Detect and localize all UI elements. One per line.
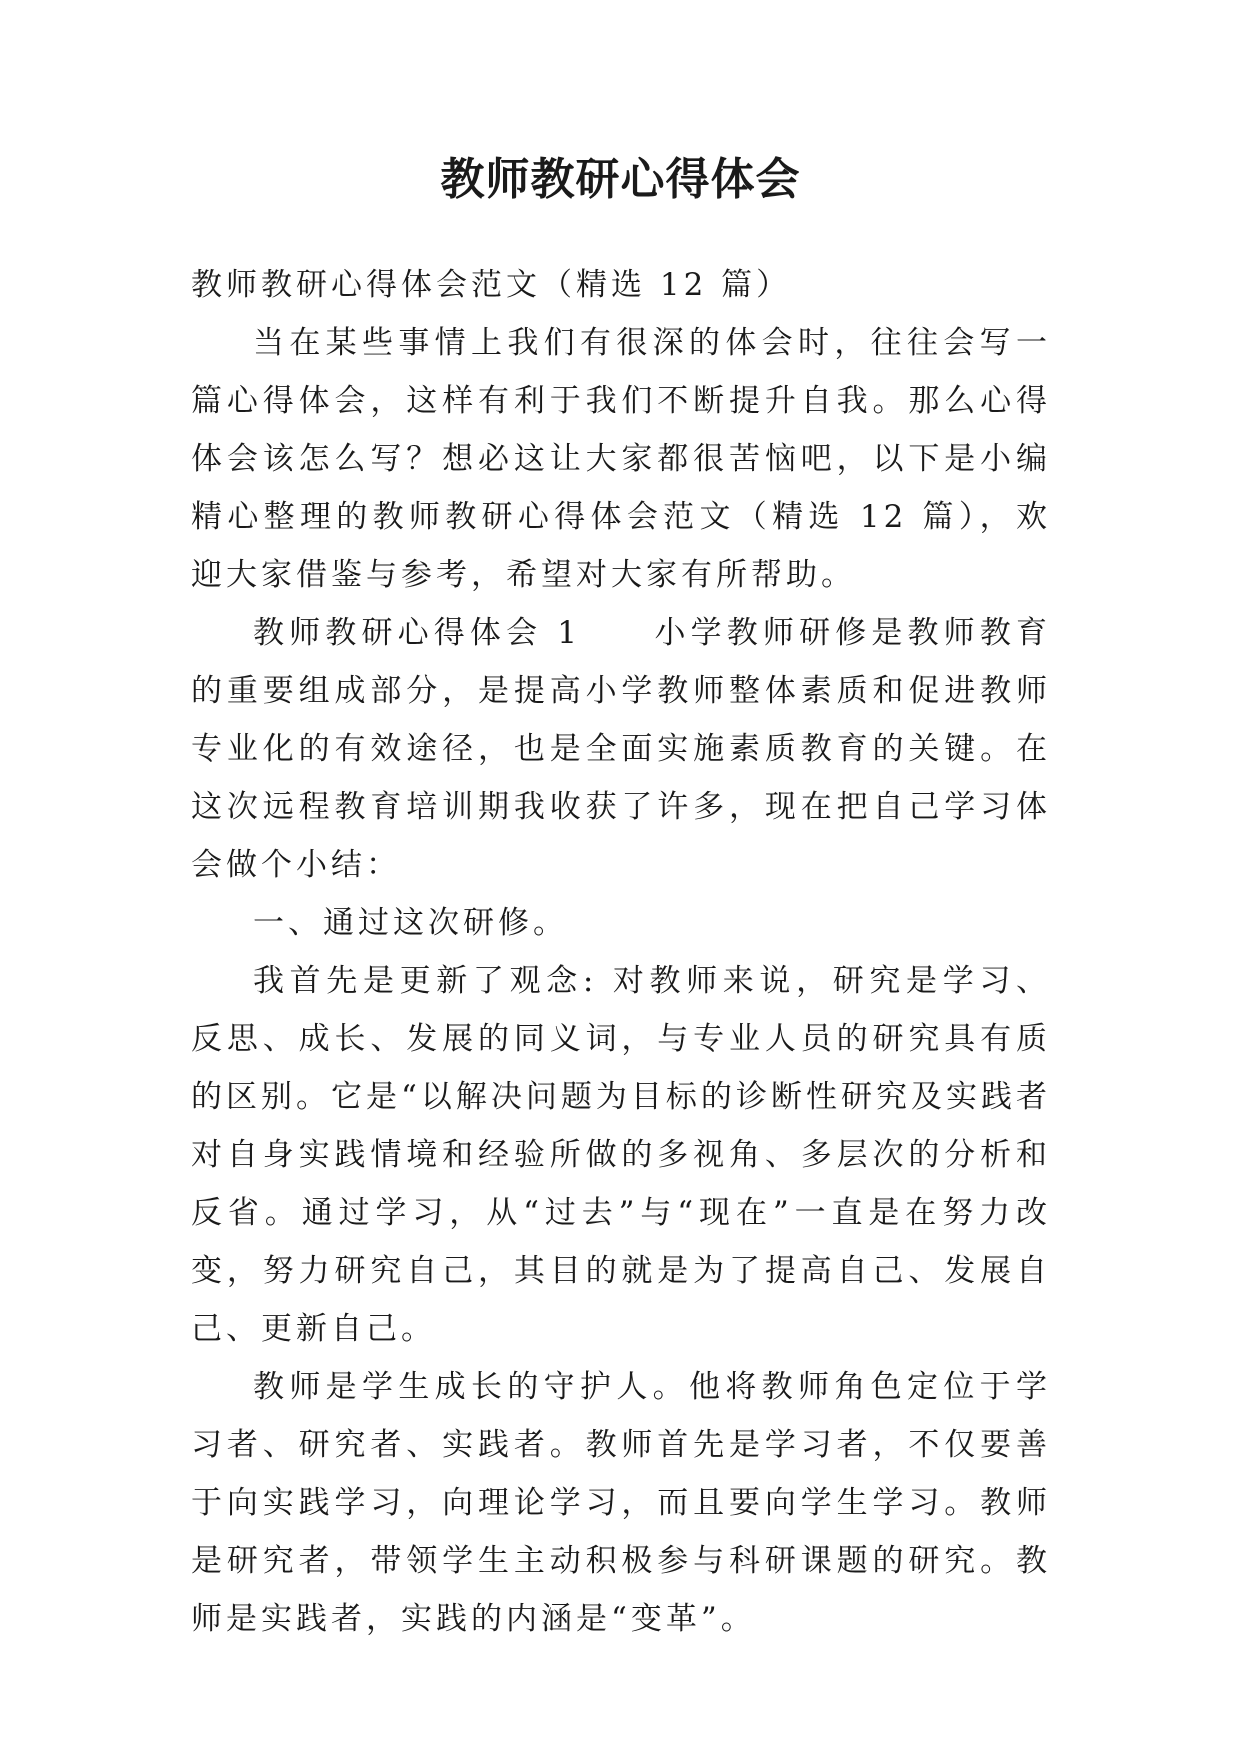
paragraph-intro: 当在某些事情上我们有很深的体会时，往往会写一篇心得体会，这样有利于我们不断提升自我。那么心得体会该怎么写？想必这让大家都很苦恼吧，以下是小编精心整理的教师教研心得体会范文（精选 12 篇），欢迎大家借鉴与参考，希望对大家有所帮助。 (191, 325, 1051, 593)
document-subtitle: 教师教研心得体会范文（精选 12 篇） (191, 267, 792, 303)
paragraph-concept: 我首先是更新了观念: 对教师来说，研究是学习、反思、成长、发展的同义词，与专业人员的研究具有质的区别。它是“以解决问题为目标的诊断性研究及实践者对自身实践情境和经验所做的多视角、多层次的分析和反省。通过学习，从“过去”与“现在”一直是在努力改变，努力研究自己，其目的就是为了提高自己、发展自己、更新自己。 (191, 963, 1051, 1347)
document-title: 教师教研心得体会 (440, 154, 801, 205)
document-body (191, 256, 1051, 1648)
paragraph-teacher-role: 教师是学生成长的守护人。他将教师角色定位于学习者、研究者、实践者。教师首先是学习者，不仅要善于向实践学习，向理论学习，而且要向学生学习。教师是研究者，带领学生主动积极参与科研课题的研究。教师是实践者，实践的内涵是“变革”。 (191, 1369, 1051, 1637)
paragraph-section-1: 教师教研心得体会 1 小学教师研修是教师教育的重要组成部分，是提高小学教师整体素质和促进教师专业化的有效途径，也是全面实施素质教育的关键。在这次远程教育培训期我收获了许多，现在把自己学习体会做个小结： (191, 615, 1051, 883)
paragraph-heading-1: 一、通过这次研修。 (253, 905, 568, 941)
